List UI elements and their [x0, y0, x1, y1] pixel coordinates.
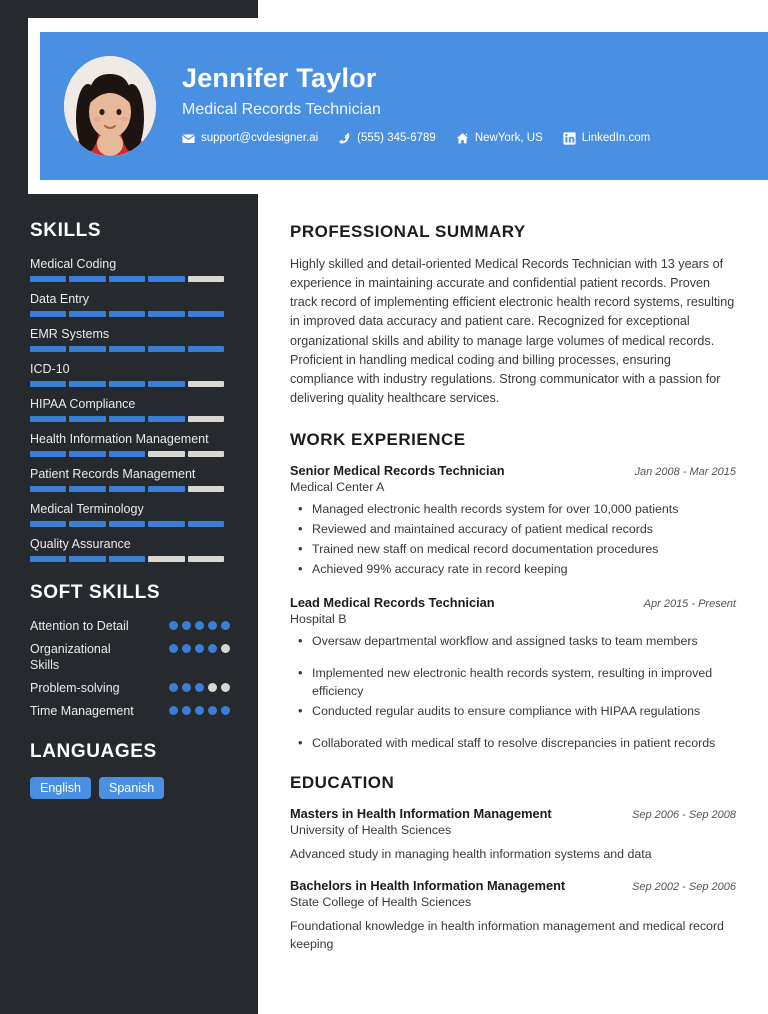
avatar — [64, 56, 156, 156]
skill-bar-segment — [148, 486, 184, 492]
home-icon — [456, 132, 469, 145]
soft-skill-label: Problem-solving — [30, 681, 120, 695]
skill-bar-segment — [30, 416, 66, 422]
rating-dot — [169, 683, 178, 692]
skill-row — [30, 291, 230, 317]
avatar-portrait-icon — [64, 56, 156, 156]
skill-label: HIPAA Compliance — [30, 397, 136, 411]
skill-label: Data Entry — [30, 292, 90, 306]
skill-row — [30, 326, 230, 352]
skill-bar-segment — [188, 556, 224, 562]
rating-dot — [195, 644, 204, 653]
skill-bar-segment — [30, 521, 66, 527]
rating-dot — [195, 706, 204, 715]
education-date: Sep 2006 - Sep 2008 — [632, 808, 736, 821]
language-badge: English — [30, 777, 91, 799]
skill-bar-segment — [30, 451, 66, 457]
skill-bar-segment — [109, 451, 145, 457]
rating-dot — [182, 644, 191, 653]
contact-linkedin[interactable] — [563, 132, 650, 145]
rating-dot — [169, 621, 178, 630]
rating-dot — [221, 644, 230, 653]
skill-bar-segment — [69, 451, 105, 457]
experience-entry — [290, 463, 736, 579]
skill-bar-segment — [30, 311, 66, 317]
skill-bar-segment — [148, 346, 184, 352]
spacer — [290, 755, 736, 773]
skill-bar-segment — [109, 416, 145, 422]
sidebar-top-accent — [0, 0, 258, 18]
soft-skills-list — [30, 618, 230, 719]
rating-dot — [208, 683, 217, 692]
experience-bullet: • Oversaw departmental workflow and assigned tasks to team members — [290, 633, 736, 651]
skill-bar-segment — [69, 486, 105, 492]
skill-bar-segment — [30, 276, 66, 282]
skill-label: Quality Assurance — [30, 537, 131, 551]
soft-skill-label: Time Management — [30, 704, 134, 718]
experience-heading: WORK EXPERIENCE — [290, 430, 466, 450]
skill-level-bar — [30, 521, 224, 527]
skill-bar-segment — [69, 416, 105, 422]
skill-bar-segment — [148, 311, 184, 317]
summary-heading: PROFESSIONAL SUMMARY — [290, 222, 526, 241]
skill-bar-segment — [109, 556, 145, 562]
contact-email[interactable] — [182, 132, 318, 145]
skill-level-bar — [30, 451, 224, 457]
skill-bar-segment — [69, 521, 105, 527]
phone-icon — [338, 132, 351, 145]
skill-bar-segment — [148, 381, 184, 387]
rating-dot — [208, 706, 217, 715]
rating-dot — [169, 706, 178, 715]
skill-bar-segment — [69, 276, 105, 282]
skill-bar-segment — [148, 521, 184, 527]
education-description: Foundational knowledge in health information management and medical record keeping — [290, 918, 724, 951]
rating-dot — [221, 683, 230, 692]
skill-bar-segment — [109, 486, 145, 492]
experience-organization: Medical Center A — [290, 480, 385, 495]
skill-bar-segment — [148, 276, 184, 282]
contact-row — [182, 132, 650, 145]
soft-skill-row — [30, 641, 230, 673]
skill-bar-segment — [69, 346, 105, 352]
education-school: University of Health Sciences — [290, 822, 452, 837]
skill-bar-segment — [30, 486, 66, 492]
experience-list — [290, 463, 736, 753]
skill-bar-segment — [69, 381, 105, 387]
education-entry-header — [290, 878, 736, 893]
soft-skills-section — [30, 582, 230, 719]
experience-bullet-list — [290, 501, 736, 579]
skill-level-bar — [30, 311, 224, 317]
languages-section — [30, 741, 230, 799]
skill-row — [30, 256, 230, 282]
contact-email-text: support@cvdesigner.ai — [201, 132, 319, 145]
summary-text: Highly skilled and detail-oriented Medical Records Technician with 13 years of experience in maintaining accurate and confidential patient records. Proven track record of implementing efficient electronic health record systems, resulting in improved data accuracy and patient care. Recognized for exceptional organizational skills and ability to manage large volumes of medical records. Proficient in handling medical coding and billing processes, ensuring compliance with industry regulations. Strong communicator with a passion for delivering quality healthcare services. — [290, 257, 735, 405]
skill-level-bar — [30, 556, 224, 562]
experience-bullet: • Implemented new electronic health records system, resulting in improved efficiency — [290, 665, 736, 701]
contact-linkedin-text: LinkedIn.com — [581, 132, 651, 145]
rating-dot — [195, 621, 204, 630]
skill-level-bar — [30, 416, 224, 422]
skill-bar-segment — [188, 276, 224, 282]
rating-dot — [195, 683, 204, 692]
skill-label: Medical Coding — [30, 257, 117, 271]
rating-dot — [182, 683, 191, 692]
skills-list — [30, 256, 230, 562]
skill-bar-segment — [188, 486, 224, 492]
experience-entry — [290, 595, 736, 753]
rating-dot — [221, 706, 230, 715]
experience-entry-header — [290, 463, 736, 478]
skill-bar-segment — [188, 381, 224, 387]
experience-title: Senior Medical Records Technician — [290, 463, 505, 479]
experience-bullet: • Collaborated with medical staff to resolve discrepancies in patient records — [290, 735, 736, 753]
skill-bar-segment — [109, 276, 145, 282]
skill-bar-segment — [30, 381, 66, 387]
soft-skill-rating-dots — [169, 703, 230, 715]
skill-bar-segment — [30, 346, 66, 352]
education-list — [290, 806, 736, 954]
full-name: Jennifer Taylor — [182, 63, 377, 94]
skill-row — [30, 466, 230, 492]
experience-bullet: • Managed electronic health records system for over 10,000 patients — [290, 501, 736, 519]
header-banner — [40, 32, 768, 180]
experience-bullet-list — [290, 633, 736, 753]
experience-bullet: • Trained new staff on medical record documentation procedures — [290, 541, 736, 559]
education-entry-header — [290, 806, 736, 821]
skill-bar-segment — [30, 556, 66, 562]
main-content — [258, 194, 768, 1014]
envelope-icon — [182, 132, 195, 145]
skills-heading: SKILLS — [30, 220, 102, 241]
education-heading: EDUCATION — [290, 772, 395, 792]
languages-heading: LANGUAGES — [30, 741, 157, 762]
soft-skill-rating-dots — [169, 641, 230, 653]
education-degree: Bachelors in Health Information Management — [290, 877, 566, 893]
skill-label: Medical Terminology — [30, 502, 144, 516]
rating-dot — [182, 621, 191, 630]
soft-skill-label: Organizational Skills — [30, 642, 111, 672]
rating-dot — [221, 621, 230, 630]
skill-bar-segment — [148, 556, 184, 562]
experience-entry-header — [290, 595, 736, 610]
skill-row — [30, 396, 230, 422]
skill-bar-segment — [188, 346, 224, 352]
education-description: Advanced study in managing health information systems and data — [290, 846, 652, 861]
languages-list — [30, 777, 230, 799]
skill-row — [30, 536, 230, 562]
skill-level-bar — [30, 486, 224, 492]
skill-bar-segment — [188, 521, 224, 527]
sidebar — [0, 194, 258, 1014]
experience-date: Jan 2008 - Mar 2015 — [634, 466, 736, 479]
experience-title: Lead Medical Records Technician — [290, 595, 495, 611]
skill-bar-segment — [69, 311, 105, 317]
education-school: State College of Health Sciences — [290, 894, 472, 909]
contact-location[interactable] — [456, 132, 543, 145]
skill-bar-segment — [109, 346, 145, 352]
skill-bar-segment — [69, 556, 105, 562]
education-degree: Masters in Health Information Management — [290, 805, 552, 821]
skill-row — [30, 501, 230, 527]
experience-date: Apr 2015 - Present — [643, 598, 736, 611]
soft-skill-rating-dots — [169, 618, 230, 630]
language-badge: Spanish — [99, 777, 164, 799]
skill-bar-segment — [148, 451, 184, 457]
soft-skill-row — [30, 680, 230, 696]
skill-level-bar — [30, 381, 224, 387]
skill-bar-segment — [188, 416, 224, 422]
job-title: Medical Records Technician — [182, 100, 381, 118]
education-entry — [290, 806, 736, 864]
skill-row — [30, 361, 230, 387]
rating-dot — [208, 621, 217, 630]
linkedin-icon — [563, 132, 576, 145]
experience-bullet: • Achieved 99% accuracy rate in record keeping — [290, 561, 736, 579]
skill-bar-segment — [109, 381, 145, 387]
soft-skill-row — [30, 703, 230, 719]
soft-skill-label: Attention to Detail — [30, 619, 129, 633]
skill-bar-segment — [109, 311, 145, 317]
soft-skill-row — [30, 618, 230, 634]
rating-dot — [208, 644, 217, 653]
header-text-block — [182, 63, 650, 148]
contact-phone[interactable] — [338, 132, 436, 145]
skill-bar-segment — [188, 451, 224, 457]
skill-label: ICD-10 — [30, 362, 70, 376]
skill-row — [30, 431, 230, 457]
education-date: Sep 2002 - Sep 2006 — [632, 880, 736, 893]
contact-location-text: NewYork, US — [474, 132, 543, 145]
experience-bullet: • Conducted regular audits to ensure compliance with HIPAA regulations — [290, 703, 736, 721]
education-entry — [290, 878, 736, 954]
rating-dot — [169, 644, 178, 653]
skill-label: Patient Records Management — [30, 467, 196, 481]
skill-label: EMR Systems — [30, 327, 110, 341]
skill-label: Health Information Management — [30, 432, 209, 446]
skill-bar-segment — [109, 521, 145, 527]
header-region — [28, 18, 768, 194]
skill-bar-segment — [148, 416, 184, 422]
soft-skills-heading: SOFT SKILLS — [30, 582, 161, 603]
skill-level-bar — [30, 346, 224, 352]
soft-skill-rating-dots — [169, 680, 230, 692]
contact-phone-text: (555) 345-6789 — [357, 132, 436, 145]
experience-organization: Hospital B — [290, 612, 347, 627]
rating-dot — [182, 706, 191, 715]
skill-bar-segment — [188, 311, 224, 317]
experience-bullet: • Reviewed and maintained accuracy of patient medical records — [290, 521, 736, 539]
skill-level-bar — [30, 276, 224, 282]
